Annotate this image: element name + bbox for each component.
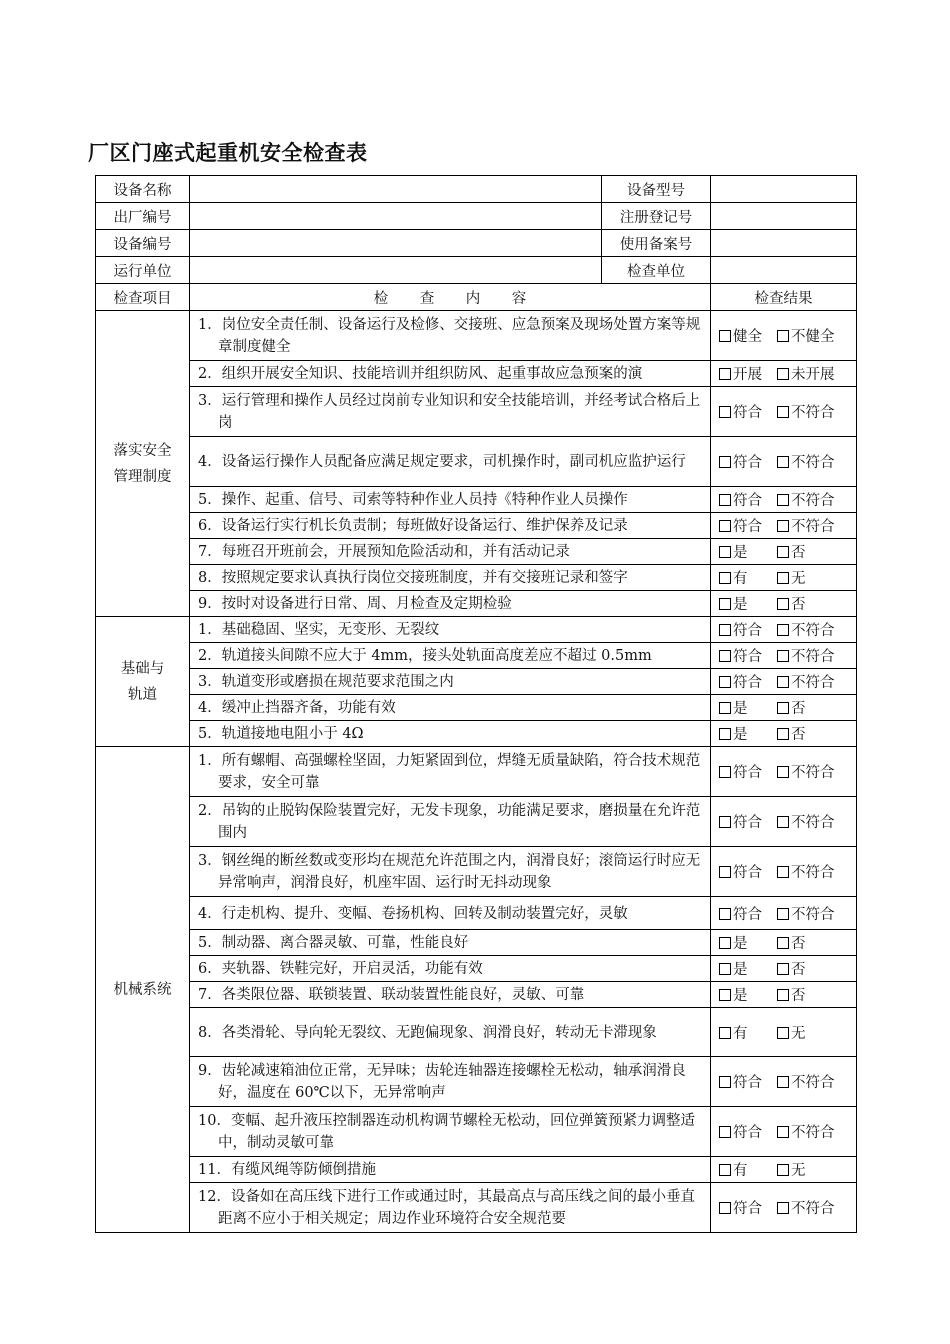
checkbox-icon[interactable]: [777, 624, 789, 636]
result-option-label: 符合: [733, 865, 762, 881]
info-row: [96, 230, 857, 257]
result-option-label: 不符合: [791, 493, 835, 509]
category-cell: [96, 747, 190, 1233]
result-option[interactable]: [777, 489, 835, 510]
check-item-text: 6．设备运行实行机长负责制；每班做好设备运行、维护保养及记录: [198, 518, 628, 534]
checkbox-icon[interactable]: [777, 598, 789, 610]
checkbox-icon[interactable]: [777, 937, 789, 949]
check-result-cell: [711, 643, 857, 669]
result-option[interactable]: [719, 541, 777, 562]
result-option[interactable]: [777, 1159, 806, 1180]
checkbox-icon[interactable]: [719, 937, 731, 949]
check-result-cell: [711, 539, 857, 565]
checkbox-icon[interactable]: [719, 650, 731, 662]
result-option[interactable]: [719, 1121, 777, 1142]
result-option[interactable]: [719, 593, 777, 614]
check-item-text: 7．每班召开班前会，开展预知危险活动和，并有活动记录: [198, 544, 570, 560]
header-content-char: 查: [419, 290, 435, 307]
result-option-label: 不符合: [791, 519, 835, 535]
check-result-cell: [711, 361, 857, 387]
checkbox-icon[interactable]: [719, 1164, 731, 1176]
check-item-content: [190, 387, 711, 437]
check-item-text: 8．各类滑轮、导向轮无裂纹、无跑偏现象、润滑良好，转动无卡滞现象: [198, 1024, 657, 1041]
info-value-field[interactable]: [190, 176, 602, 203]
checkbox-icon[interactable]: [777, 572, 789, 584]
table-row: [96, 387, 857, 437]
table-row: [96, 747, 857, 797]
result-option-label: 符合: [733, 455, 762, 471]
result-option-label: 开展: [733, 367, 762, 383]
result-option[interactable]: [777, 363, 835, 384]
result-option-label: 否: [791, 727, 806, 743]
check-result-cell: [711, 797, 857, 847]
result-option[interactable]: [777, 958, 806, 979]
result-option-label: 是: [733, 545, 748, 561]
check-item-text: 5．操作、起重、信号、司索等特种作业人员持《特种作业人员操作: [198, 492, 628, 508]
inspection-table: [95, 175, 857, 1233]
check-item-text: 3．运行管理和操作人员经过岗前专业知识和安全技能培训，并经考试合格后上岗: [198, 393, 701, 431]
check-item-text: 1．基础稳固、坚实，无变形、无裂纹: [198, 622, 440, 638]
check-item-content: [190, 487, 711, 513]
result-option-label: 不符合: [791, 649, 835, 665]
check-item-text: 1．所有螺帽、高强螺栓坚固，力矩紧固到位，焊缝无质量缺陷，符合技术规范要求，安全可靠: [198, 753, 701, 791]
check-item-content: [190, 361, 711, 387]
checkbox-icon[interactable]: [719, 546, 731, 558]
result-option-label: 有: [733, 1025, 748, 1042]
result-option-label: 符合: [733, 765, 762, 781]
result-option[interactable]: [719, 811, 777, 832]
result-option-label: 不健全: [791, 329, 835, 345]
check-item-text: 2．轨道接头间隙不应大于 4mm，接头处轨面高度差应不超过 0.5mm: [198, 648, 652, 664]
header-content-char: 容: [511, 290, 527, 307]
check-result-cell: [711, 591, 857, 617]
result-option-label: 无: [791, 1025, 806, 1042]
checkbox-icon[interactable]: [719, 598, 731, 610]
result-option[interactable]: [777, 984, 806, 1005]
result-option[interactable]: [777, 325, 835, 346]
check-item-content: [190, 695, 711, 721]
check-item-content: [190, 1157, 711, 1183]
table-row: [96, 1107, 857, 1157]
result-option[interactable]: [719, 761, 777, 782]
result-option-label: 符合: [733, 1125, 762, 1141]
check-result-cell: [711, 437, 857, 487]
checkbox-icon[interactable]: [777, 330, 789, 342]
table-row: [96, 847, 857, 897]
result-option-label: 不符合: [791, 1201, 835, 1217]
check-item-content: [190, 643, 711, 669]
check-item-text: 9．按时对设备进行日常、周、月检查及定期检验: [198, 596, 512, 612]
table-row: [96, 591, 857, 617]
checkbox-icon[interactable]: [719, 676, 731, 688]
result-option[interactable]: [777, 1022, 806, 1043]
result-option[interactable]: [719, 932, 777, 953]
check-item-content: [190, 747, 711, 797]
result-option-label: 符合: [733, 493, 762, 509]
result-option[interactable]: [719, 1197, 777, 1218]
table-row: [96, 1183, 857, 1233]
check-result-cell: [711, 956, 857, 982]
table-row: [96, 361, 857, 387]
result-option-label: 不符合: [791, 1125, 835, 1141]
checkbox-icon[interactable]: [777, 520, 789, 532]
check-item-text: 10．变幅、起升液压控制器连动机构调节螺栓无松动，回位弹簧预紧力调整适中，制动灵敏可靠: [198, 1113, 695, 1151]
checkbox-icon[interactable]: [719, 494, 731, 506]
result-option-label: 是: [733, 701, 748, 717]
checkbox-icon[interactable]: [777, 494, 789, 506]
check-item-content: [190, 1057, 711, 1107]
result-option[interactable]: [777, 567, 806, 588]
checkbox-icon[interactable]: [719, 866, 731, 878]
check-result-cell: [711, 1183, 857, 1233]
check-result-cell: [711, 311, 857, 361]
check-item-content: [190, 721, 711, 747]
checkbox-icon[interactable]: [719, 963, 731, 975]
check-item-content: [190, 311, 711, 361]
result-option[interactable]: [719, 903, 777, 924]
check-item-text: 4．缓冲止挡器齐备，功能有效: [198, 700, 396, 716]
result-option[interactable]: [777, 451, 835, 472]
result-option[interactable]: [719, 1159, 777, 1180]
result-option[interactable]: [719, 325, 777, 346]
category-label: 管理制度: [113, 468, 172, 485]
result-option-label: 有: [733, 571, 748, 587]
result-option-label: 不符合: [791, 815, 835, 831]
checkbox-icon[interactable]: [719, 816, 731, 828]
check-item-text: 8．按照规定要求认真执行岗位交接班制度，并有交接班记录和签字: [198, 570, 628, 586]
result-option[interactable]: [777, 619, 835, 640]
result-option[interactable]: [719, 984, 777, 1005]
result-option-label: 是: [733, 597, 748, 613]
result-option[interactable]: [719, 515, 777, 536]
result-option[interactable]: [719, 363, 777, 384]
info-value-field[interactable]: [711, 203, 857, 230]
result-option[interactable]: [777, 723, 806, 744]
result-option-label: 健全: [733, 329, 762, 345]
table-row: [96, 643, 857, 669]
check-result-cell: [711, 695, 857, 721]
info-row: [96, 176, 857, 203]
info-row: [96, 257, 857, 284]
check-item-text: 2．组织开展安全知识、技能培训并组织防风、起重事故应急预案的演: [198, 366, 643, 382]
table-row: [96, 982, 857, 1008]
result-option[interactable]: [777, 932, 806, 953]
check-result-cell: [711, 487, 857, 513]
table-row: [96, 897, 857, 930]
header-content: [190, 284, 711, 311]
page-title: 厂区门座式起重机安全检查表: [88, 141, 368, 165]
checkbox-icon[interactable]: [719, 1076, 731, 1088]
table-row: [96, 930, 857, 956]
checkbox-icon[interactable]: [719, 406, 731, 418]
check-item-content: [190, 982, 711, 1008]
result-option-label: 是: [733, 988, 748, 1004]
table-row: [96, 1057, 857, 1107]
check-result-cell: [711, 721, 857, 747]
result-option[interactable]: [777, 697, 806, 718]
check-result-cell: [711, 897, 857, 930]
result-option-label: 符合: [733, 519, 762, 535]
result-option-label: 未开展: [791, 367, 835, 383]
checkbox-icon[interactable]: [777, 1076, 789, 1088]
info-value-field[interactable]: [190, 230, 602, 257]
result-option-label: 符合: [733, 1075, 762, 1091]
info-label: 注册登记号: [602, 203, 711, 230]
check-item-text: 11．有缆风绳等防倾倒措施: [198, 1162, 376, 1178]
table-row: [96, 797, 857, 847]
result-option-label: 不符合: [791, 455, 835, 471]
check-item-content: [190, 1183, 711, 1233]
check-item-content: [190, 591, 711, 617]
checkbox-icon[interactable]: [777, 1164, 789, 1176]
check-item-text: 5．轨道接地电阻小于 4Ω: [198, 726, 364, 742]
table-row: [96, 695, 857, 721]
info-value-field[interactable]: [711, 230, 857, 257]
checkbox-icon[interactable]: [719, 702, 731, 714]
result-option[interactable]: [719, 401, 777, 422]
result-option[interactable]: [719, 451, 777, 472]
result-option[interactable]: [777, 1121, 835, 1142]
check-item-content: [190, 956, 711, 982]
result-option[interactable]: [777, 761, 835, 782]
checkbox-icon[interactable]: [777, 866, 789, 878]
result-option-label: 符合: [733, 623, 762, 639]
table-row: [96, 1008, 857, 1057]
info-label: 检查单位: [602, 257, 711, 284]
category-cell: [96, 617, 190, 747]
info-label: 使用备案号: [602, 230, 711, 257]
result-option-label: 符合: [733, 1201, 762, 1217]
info-label: 设备编号: [96, 230, 190, 257]
info-value-field[interactable]: [711, 176, 857, 203]
check-result-cell: [711, 565, 857, 591]
result-option[interactable]: [719, 697, 777, 718]
table-row: [96, 1157, 857, 1183]
info-value-field[interactable]: [711, 257, 857, 284]
result-option-label: 否: [791, 988, 806, 1004]
info-value-field[interactable]: [190, 203, 602, 230]
result-option[interactable]: [719, 1071, 777, 1092]
check-result-cell: [711, 617, 857, 643]
header-content-char: 检: [373, 290, 389, 307]
table-row: [96, 513, 857, 539]
checkbox-icon[interactable]: [777, 1027, 789, 1039]
check-item-content: [190, 1008, 711, 1057]
checkbox-icon[interactable]: [777, 1126, 789, 1138]
check-item-content: [190, 539, 711, 565]
checkbox-icon[interactable]: [777, 406, 789, 418]
check-item-text: 4．行走机构、提升、变幅、卷扬机构、回转及制动装置完好，灵敏: [198, 905, 628, 922]
info-label: 运行单位: [96, 257, 190, 284]
result-option-label: 符合: [733, 815, 762, 831]
checkbox-icon[interactable]: [719, 1202, 731, 1214]
check-item-content: [190, 797, 711, 847]
result-option-label: 不符合: [791, 765, 835, 781]
info-label: 设备型号: [602, 176, 711, 203]
result-option[interactable]: [719, 861, 777, 882]
info-label: 设备名称: [96, 176, 190, 203]
result-option-label: 不符合: [791, 405, 835, 421]
table-row: [96, 539, 857, 565]
checkbox-icon[interactable]: [777, 702, 789, 714]
checkbox-icon[interactable]: [777, 989, 789, 1001]
checkbox-icon[interactable]: [777, 963, 789, 975]
checkbox-icon[interactable]: [777, 766, 789, 778]
result-option[interactable]: [777, 671, 835, 692]
result-option[interactable]: [777, 401, 835, 422]
result-option[interactable]: [719, 723, 777, 744]
checkbox-icon[interactable]: [777, 816, 789, 828]
check-item-content: [190, 930, 711, 956]
result-option[interactable]: [777, 903, 835, 924]
checkbox-icon[interactable]: [777, 676, 789, 688]
category-label: 轨道: [128, 686, 157, 703]
result-option-label: 有: [733, 1163, 748, 1179]
header-content-text: [358, 287, 542, 308]
check-result-cell: [711, 1107, 857, 1157]
checkbox-icon[interactable]: [777, 546, 789, 558]
check-item-text: 1．岗位安全责任制、设备运行及检修、交接班、应急预案及现场处置方案等规章制度健全: [198, 317, 701, 355]
result-option-label: 无: [791, 571, 806, 587]
checkbox-icon[interactable]: [719, 330, 731, 342]
check-item-content: [190, 513, 711, 539]
result-option-label: 符合: [733, 649, 762, 665]
result-option-label: 否: [791, 936, 806, 952]
result-option[interactable]: [777, 541, 806, 562]
result-option[interactable]: [777, 645, 835, 666]
result-option-label: 否: [791, 545, 806, 561]
check-item-content: [190, 897, 711, 930]
result-option[interactable]: [719, 489, 777, 510]
check-result-cell: [711, 1057, 857, 1107]
result-option[interactable]: [777, 811, 835, 832]
check-result-cell: [711, 982, 857, 1008]
result-option-label: 不符合: [791, 1075, 835, 1091]
table-header-row: [96, 284, 857, 311]
result-option-label: 不符合: [791, 865, 835, 881]
checkbox-icon[interactable]: [719, 989, 731, 1001]
result-option-label: 是: [733, 962, 748, 978]
check-result-cell: [711, 847, 857, 897]
header-item: 检查项目: [96, 284, 190, 311]
table-row: [96, 311, 857, 361]
checkbox-icon[interactable]: [719, 1126, 731, 1138]
result-option-label: 符合: [733, 906, 762, 923]
checkbox-icon[interactable]: [719, 624, 731, 636]
result-option-label: 否: [791, 962, 806, 978]
result-option[interactable]: [777, 861, 835, 882]
check-item-text: 3．轨道变形或磨损在规范要求范围之内: [198, 674, 454, 690]
checkbox-icon[interactable]: [777, 368, 789, 380]
check-item-text: 7．各类限位器、联锁装置、联动装置性能良好，灵敏、可靠: [198, 987, 585, 1003]
result-option[interactable]: [777, 1071, 835, 1092]
checkbox-icon[interactable]: [719, 520, 731, 532]
info-value-field[interactable]: [190, 257, 602, 284]
check-result-cell: [711, 1008, 857, 1057]
result-option[interactable]: [777, 515, 835, 536]
check-result-cell: [711, 1157, 857, 1183]
checkbox-icon[interactable]: [719, 766, 731, 778]
result-option[interactable]: [719, 671, 777, 692]
result-option-label: 是: [733, 727, 748, 743]
result-option[interactable]: [777, 1197, 835, 1218]
result-option-label: 否: [791, 597, 806, 613]
category-label: 落实安全: [113, 442, 172, 459]
result-option-label: 不符合: [791, 675, 835, 691]
check-item-content: [190, 847, 711, 897]
category-cell: [96, 311, 190, 617]
check-result-cell: [711, 513, 857, 539]
check-item-content: [190, 669, 711, 695]
result-option-label: 无: [791, 1163, 806, 1179]
result-option[interactable]: [719, 567, 777, 588]
check-item-text: 5．制动器、离合器灵敏、可靠，性能良好: [198, 935, 469, 951]
check-item-text: 12．设备如在高压线下进行工作或通过时，其最高点与高压线之间的最小垂直距离不应小于相关规定；周边作业环境符合安全规范要: [198, 1189, 695, 1227]
check-item-text: 6．夹轨器、铁鞋完好，开启灵活，功能有效: [198, 961, 483, 977]
check-item-text: 3．钢丝绳的断丝数或变形均在规范允许范围之内，润滑良好；滚筒运行时应无异常响声，润滑良好，机座牢固、运行时无抖动现象: [198, 853, 701, 891]
check-result-cell: [711, 669, 857, 695]
checkbox-icon[interactable]: [719, 1027, 731, 1039]
check-result-cell: [711, 930, 857, 956]
header-content-char: 内: [465, 290, 481, 307]
check-item-content: [190, 1107, 711, 1157]
table-row: [96, 669, 857, 695]
check-item-content: [190, 565, 711, 591]
result-option[interactable]: [719, 1022, 777, 1043]
category-label: 机械系统: [113, 981, 172, 998]
checkbox-icon[interactable]: [719, 368, 731, 380]
check-item-text: 9．齿轮减速箱油位正常，无异味；齿轮连轴器连接螺栓无松动，轴承润滑良好，温度在 60℃以下，无异常响声: [198, 1063, 686, 1101]
result-option-label: 符合: [733, 675, 762, 691]
table-row: [96, 487, 857, 513]
check-result-cell: [711, 747, 857, 797]
check-item-text: 2．吊钩的止脱钩保险装置完好，无发卡现象，功能满足要求，磨损量在允许范围内: [198, 803, 701, 841]
check-result-cell: [711, 387, 857, 437]
header-result: 检查结果: [711, 284, 857, 311]
table-row: [96, 565, 857, 591]
checkbox-icon[interactable]: [777, 650, 789, 662]
checkbox-icon[interactable]: [777, 456, 789, 468]
check-item-content: [190, 437, 711, 487]
checkbox-icon[interactable]: [719, 572, 731, 584]
result-option-label: 是: [733, 936, 748, 952]
check-item-text: 4．设备运行操作人员配备应满足规定要求，司机操作时，副司机应监护运行: [198, 454, 686, 470]
table-row: [96, 956, 857, 982]
checkbox-icon[interactable]: [719, 908, 731, 920]
checkbox-icon[interactable]: [777, 1202, 789, 1214]
category-label: 基础与: [120, 660, 165, 677]
checkbox-icon[interactable]: [777, 728, 789, 740]
result-option-label: 不符合: [791, 623, 835, 639]
result-option[interactable]: [719, 619, 777, 640]
result-option-label: 不符合: [791, 906, 835, 923]
check-item-content: [190, 617, 711, 643]
table-row: [96, 721, 857, 747]
result-option-label: 符合: [733, 405, 762, 421]
result-option-label: 否: [791, 701, 806, 717]
checkbox-icon[interactable]: [777, 908, 789, 920]
info-row: [96, 203, 857, 230]
result-option[interactable]: [719, 958, 777, 979]
checkbox-icon[interactable]: [719, 728, 731, 740]
info-label: 出厂编号: [96, 203, 190, 230]
result-option[interactable]: [777, 593, 806, 614]
checkbox-icon[interactable]: [719, 456, 731, 468]
table-row: [96, 617, 857, 643]
table-row: [96, 437, 857, 487]
result-option[interactable]: [719, 645, 777, 666]
